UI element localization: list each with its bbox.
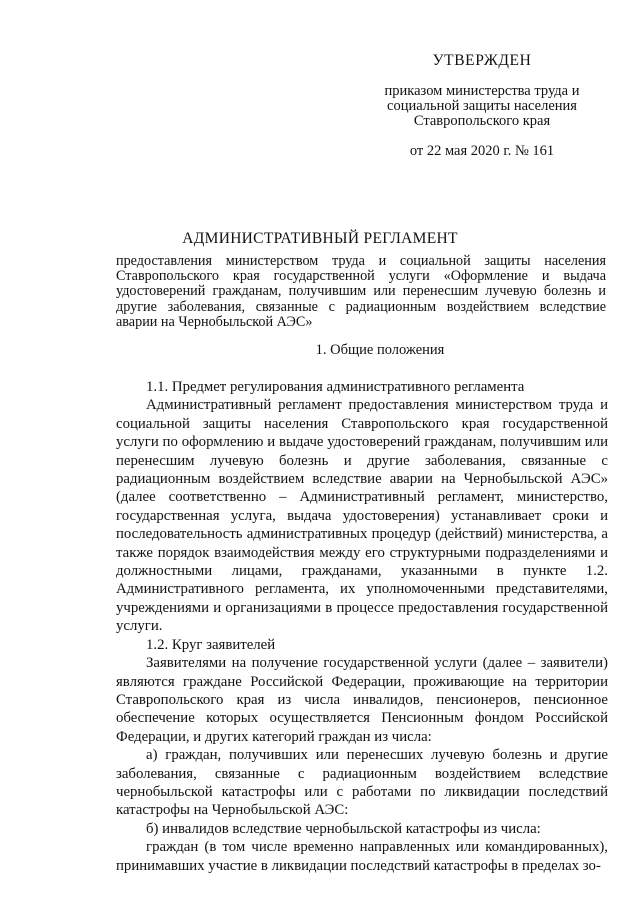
approved-heading: УТВЕРЖДЕН <box>432 52 532 69</box>
subsection-heading: 1.2. Круг заявителей <box>146 636 276 653</box>
document-body <box>116 378 608 875</box>
paragraph: Заявителями на получение государственной услуги (далее – заявители) являются граждане Российской Федерации, проживающие на территории Ставропольского края из числа инвалидов, пенсионеров, пенсионное обеспечение которых осуществляется Пенсионным фондом Российской Федерации, и других категорий граждан из числа: <box>116 655 608 745</box>
approval-date: от 22 мая 2020 г. № 161 <box>409 143 555 159</box>
document-subtitle: предоставления министерством труда и социальной защиты населения Ставропольского края государственной услуги «Оформление и выдача удостоверений гражданам, получившим или перенесшим лучевую болезнь и другие заболевания, связанные с радиационным воздействием вследствие аварии на Чернобыльской АЭС» <box>116 253 606 330</box>
approval-stamp <box>372 52 592 160</box>
paragraph: а) граждан, получивших или перенесших лучевую болезнь и другие заболевания, связанные с радиационным воздействием вследствие чернобыльской катастрофы или с работами по ликвидации последствий катастрофы на Чернобыльской АЭС: <box>116 747 608 819</box>
paragraph: Административный регламент предоставления министерством труда и социальной защиты населения Ставропольского края государственной услуги по оформлению и выдаче удостоверений гражданам, получившим или перенесшим лучевую болезнь и другие заболевания, связанные с радиационным воздействием вследствие аварии на Чернобыльской АЭС» (далее соответственно – Административный регламент, министерство, государственная услуга, выдача удостоверения) устанавливает сроки и последовательность административных процедур (действий) министерства, а также порядок взаимодействия между его структурными подразделениями и должностными лицами, гражданами, указанными в пункте 1.2. Административного регламента, их уполномоченными представителями, учреждениями и организациями в процессе предоставления государственной услуги. <box>116 397 608 635</box>
paragraph: б) инвалидов вследствие чернобыльской катастрофы из числа: <box>146 820 541 837</box>
section-heading: 1. Общие положения <box>315 342 445 358</box>
document-title: АДМИНИСТРАТИВНЫЙ РЕГЛАМЕНТ <box>182 230 458 247</box>
approval-line: социальной защиты населения <box>387 98 577 114</box>
approval-line: приказом министерства труда и <box>384 83 580 99</box>
approval-line: Ставропольского края <box>413 113 551 129</box>
paragraph: граждан (в том числе временно направленных или командированных), принимавших участие в ликвидации последствий катастрофы в пределах зо- <box>116 839 608 874</box>
subsection-heading: 1.1. Предмет регулирования административного регламента <box>146 379 525 395</box>
